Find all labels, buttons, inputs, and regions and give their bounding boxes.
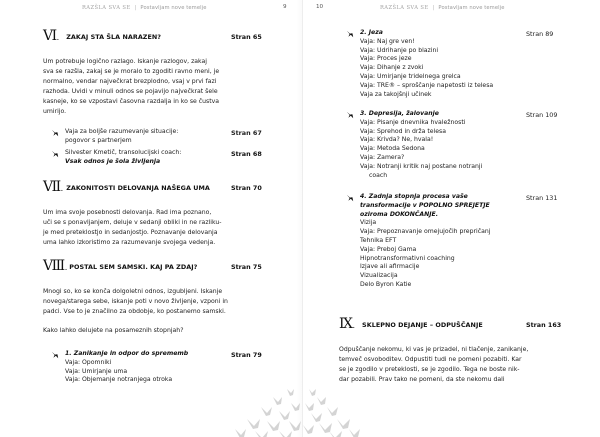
entry-emphasis: Vsak odnos je šola življenja bbox=[65, 157, 161, 165]
butterfly-bullet-icon bbox=[346, 194, 354, 202]
butterfly-bullet-icon bbox=[51, 351, 59, 359]
roman-numeral: IX. bbox=[339, 316, 356, 332]
entry-heading: 4. Zadnja stopnja procesa vaše bbox=[360, 193, 468, 200]
roman-numeral: VII. bbox=[43, 179, 64, 195]
section-heading-viii bbox=[43, 259, 197, 275]
running-head-subtitle: Postavljam nove temelje bbox=[438, 5, 505, 11]
toc-entry[interactable]: 1. Zanikanje in odpor do sprememb Vaja: Opomniki Vaja: Umirjanje uma Vaja: Objemanje notranjega otroka bbox=[51, 350, 251, 388]
section-heading-vi bbox=[43, 29, 161, 45]
section-title: ZAKAJ STA ŠLA NARAZEN? bbox=[66, 33, 162, 41]
entry-heading: 2. Jeza bbox=[360, 29, 383, 36]
page-ref: Stran 131 bbox=[526, 194, 558, 202]
running-head: RAZŠLA SVA SE | Postavljam nove temelje bbox=[82, 5, 207, 11]
section-summary: Odpuščanje nekomu, ki vas je prizadel, ni tlačenje, zanikanje, temveč osvoboditev. Odpustiti tudi ne pomeni pozabiti. Kar se je zgodilo v preteklosti, se je zgodilo. Tega ne boste nik- dar pozabili. Prav tako ne pomeni, da ste nekomu dali bbox=[339, 346, 529, 383]
butterfly-bullet-icon bbox=[346, 30, 354, 38]
page-ref: Stran 65 bbox=[231, 33, 262, 41]
section-summary: Mnogi so, ko se konča dolgoletni odnos, izgubljeni. Iskanje novega/starega sebe, iskanje poti v novo življenje, vzponi in padci. Vse to je značilno za obdobje, ko postanemo samski. bbox=[43, 288, 228, 315]
running-head: RAZŠLA SVA SE | Postavljam nove temelje bbox=[380, 5, 505, 11]
section-title: ZAKONITOSTI DELOVANJA NAŠEGA UMA bbox=[66, 184, 210, 192]
toc-entry[interactable]: Silvester Kmetič, transolucijski coach: Vsak odnos je šola življenja bbox=[51, 149, 251, 169]
running-head-subtitle: Postavljam nove temelje bbox=[140, 5, 207, 11]
butterfly-bullet-icon bbox=[51, 150, 59, 158]
page-ref: Stran 163 bbox=[526, 321, 562, 329]
roman-numeral: VIII. bbox=[43, 258, 68, 274]
butterfly-bullet-icon bbox=[51, 129, 59, 137]
section-title: SKLEPNO DEJANJE – ODPUŠČANJE bbox=[362, 321, 483, 329]
toc-entry[interactable]: 3. Depresija, žalovanje Vaja: Pisanje dnevnika hvaležnosti Vaja: Sprehod in drža telesa Vaja: Krivda? Ne, hvala! Vaja: Metoda Sedona Vaja: Zamera? Vaja: Notranji kritik naj postane notranji coach bbox=[346, 110, 546, 180]
page-number: 10 bbox=[316, 4, 324, 10]
butterfly-cluster-icon bbox=[303, 385, 373, 437]
right-page bbox=[303, 0, 600, 437]
toc-entry[interactable]: Vaja za boljše razumevanje situacije: pogovor s partnerjem bbox=[51, 128, 251, 148]
running-head-brand: RAZŠLA SVA SE bbox=[380, 5, 429, 11]
page-ref: Stran 89 bbox=[526, 30, 554, 38]
section-heading-ix bbox=[339, 317, 483, 333]
page-ref: Stran 70 bbox=[231, 184, 262, 192]
toc-entry[interactable]: 2. Jeza Vaja: Naj gre ven! Vaja: Udrihanje po blazini Vaja: Proces jeze Vaja: Dihanje z zvoki Vaja: Umirjanje tridelnega grelca Vaja: TRE® – sproščanje napetosti iz telesa Vaja za takojšnji učinek bbox=[346, 29, 546, 104]
roman-numeral: VI. bbox=[43, 28, 60, 44]
section-summary: Um potrebuje logično razlago. Iskanje razlogov, zakaj sva se razšla, zakaj se je moralo to zgoditi ravno meni, je normalno, vendar največkrat brezplodno, vsaj v prvi fazi razhoda. Uvidi v minuli odnos se pojavijo največkrat šele kasneje, ko se vzpostavi časovna razdalja in ko se čustva umirijo. bbox=[43, 58, 220, 115]
page-ref: Stran 109 bbox=[526, 111, 558, 119]
page-ref: Stran 67 bbox=[231, 129, 262, 137]
section-heading-vii bbox=[43, 180, 210, 196]
butterfly-bullet-icon bbox=[346, 111, 354, 119]
running-head-brand: RAZŠLA SVA SE bbox=[82, 5, 131, 11]
page-ref: Stran 75 bbox=[231, 263, 262, 271]
page-ref: Stran 79 bbox=[231, 351, 262, 359]
entry-heading: 1. Zanikanje in odpor do sprememb bbox=[65, 350, 189, 357]
section-summary: Um ima svoje posebnosti delovanja. Rad ima poznano, uči se s ponavljanjem, deluje v sedanji obliki in ne razliku- je med preteklostjo in sedanjostjo. Poznavanje delovanja uma lahko izkoristimo za razumevanje svojega vedenja. bbox=[43, 209, 222, 246]
page-ref: Stran 68 bbox=[231, 150, 262, 158]
entry-heading: 3. Depresija, žalovanje bbox=[360, 110, 439, 117]
section-title: POSTAL SEM SAMSKI. KAJ PA ZDAJ? bbox=[69, 263, 198, 271]
section-question: Kako lahko delujete na posameznih stopnjah? bbox=[43, 327, 184, 334]
page-number: 9 bbox=[283, 4, 287, 10]
toc-entry[interactable]: 4. Zadnja stopnja procesa vaše transformacije v POPOLNO SPREJETJE oziroma DOKONČANJE. Vizija Vaja: Prepoznavanje omejujočih prepričanj Tehnika EFT Vaja: Preboj Gama Hipnotransformativni coaching Izjave ali afirmacije Vizualizacija Delo Byron Katie bbox=[346, 193, 556, 293]
butterfly-cluster-icon bbox=[225, 385, 302, 437]
